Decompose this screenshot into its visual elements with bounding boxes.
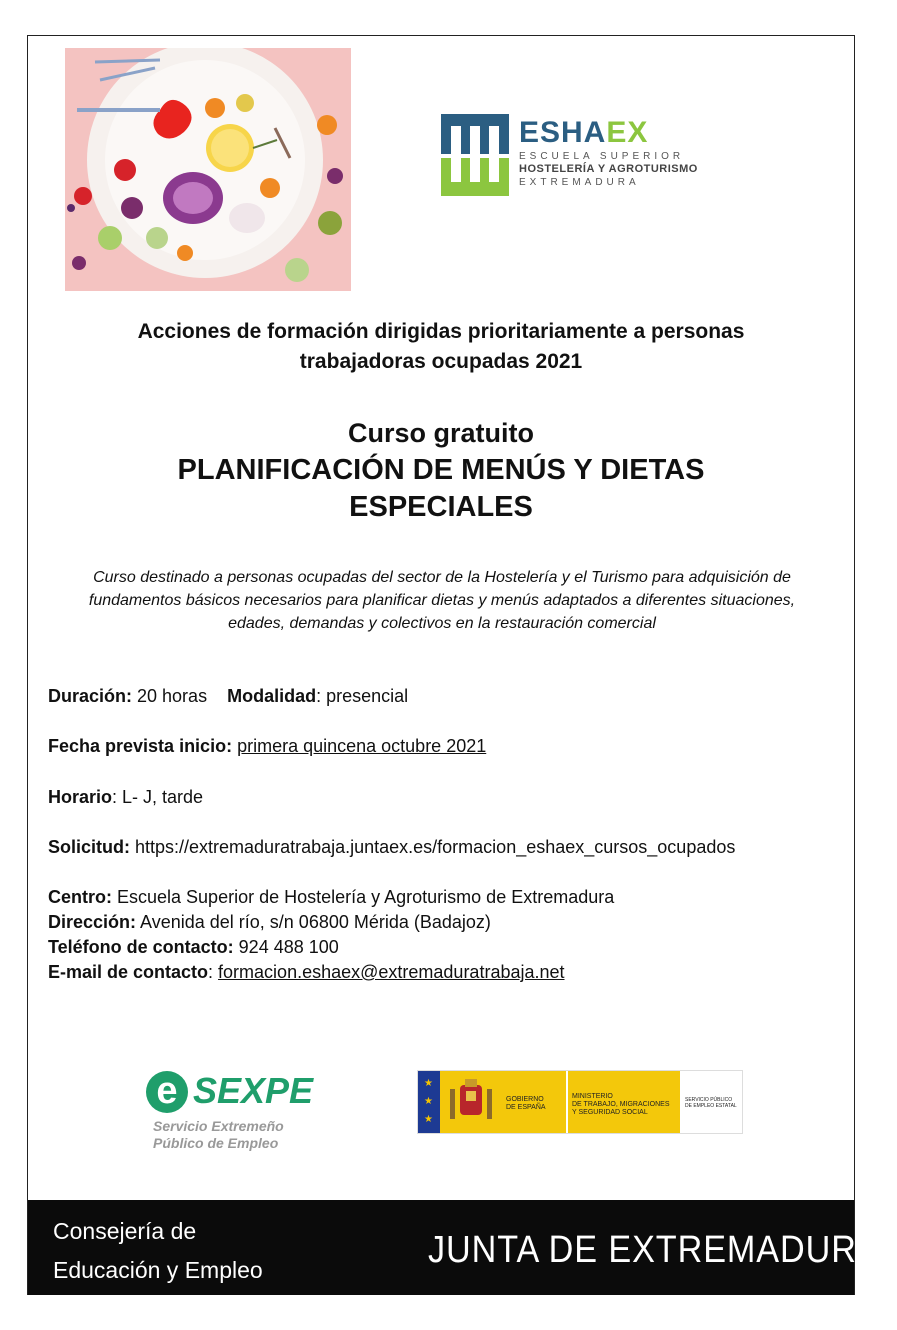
consejeria-label: Consejería de Educación y Empleo [53,1218,263,1283]
food-plate-image [65,48,351,291]
course-description: Curso destinado a personas ocupadas del sector de la Hostelería y el Turismo para adquisición de fundamentos básicos necesarios para planificar dietas y menús adaptados a diferentes situaciones, edades, demandas y colectivos en la restauración comercial [88,569,796,632]
flyer [27,35,881,1295]
start-date-row: Fecha prevista inicio: primera quincena octubre 2021 [48,736,487,756]
eshaex-name: ESHAEX [519,116,649,149]
ministerio-block: MINISTERIO DE TRABAJO, MIGRACIONES Y SEGURIDAD SOCIAL [568,1071,680,1133]
email-row: E-mail de contacto: formacion.eshaex@extremaduratrabaja.net [48,962,565,982]
phone-row: Teléfono de contacto: 924 488 100 [48,937,339,957]
eshaex-mark-icon [441,114,509,196]
duration-row: Duración: 20 horas Modalidad: presencial [48,686,409,706]
course-title: PLANIFICACIÓN DE MENÚS Y DIETAS ESPECIALES [177,454,705,523]
eshaex-line3: EXTREMADURA [519,177,640,188]
junta-label: JUNTA DE EXTREMADURA [428,1229,881,1271]
sexpe-logo [143,1066,314,1151]
application-row: Solicitud: https://extremaduratrabaja.juntaex.es/formacion_eshaex_cursos_ocupados [48,837,736,857]
program-heading: Acciones de formación dirigidas prioritariamente a personas trabajadoras ocupadas 2021 [137,320,745,373]
sexpe-name: SEXPE [193,1070,314,1111]
gobierno-block: GOBIERNO DE ESPAÑA [502,1071,566,1133]
footer-bar [28,1200,881,1295]
government-logo [417,1070,743,1134]
sexpe-subtitle: Servicio Extremeño Público de Empleo [153,1118,284,1151]
sepe-block: SERVICIO PÚBLICO DE EMPLEO ESTATAL [680,1071,742,1133]
email-link[interactable]: formacion.eshaex@extremaduratrabaja.net [218,962,565,982]
sexpe-mark-icon: e [146,1071,188,1113]
eshaex-line2: HOSTELERÍA Y AGROTURISMO [519,163,698,175]
course-type: Curso gratuito [348,418,534,448]
eshaex-logo [441,114,741,196]
schedule-row: Horario: L- J, tarde [48,787,204,807]
eu-flag-icon: ★ ★ ★ [418,1071,440,1133]
address-row: Dirección: Avenida del río, s/n 06800 Mérida (Badajoz) [48,912,491,932]
coat-of-arms-icon [440,1071,502,1133]
eshaex-line1: ESCUELA SUPERIOR [519,151,685,162]
center-row: Centro: Escuela Superior de Hostelería y Agroturismo de Extremadura [48,887,615,907]
application-link[interactable]: https://extremaduratrabaja.juntaex.es/formacion_eshaex_cursos_ocupados [130,837,736,857]
